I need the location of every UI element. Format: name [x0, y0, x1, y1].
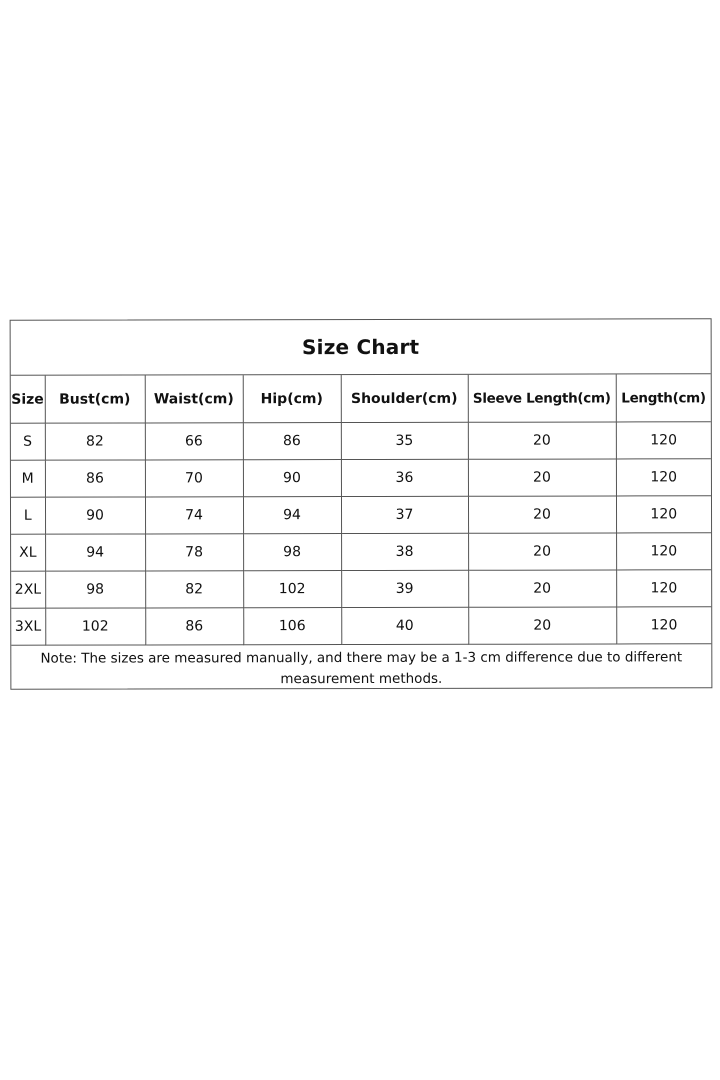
- cell-shoulder: 35: [341, 422, 468, 459]
- header-sleeve-length: Sleeve Length(cm): [468, 374, 616, 422]
- cell-sleeve-length: 20: [468, 533, 616, 570]
- cell-shoulder: 36: [341, 459, 468, 496]
- cell-hip: 86: [243, 423, 341, 460]
- cell-hip: 106: [243, 608, 341, 645]
- cell-shoulder: 40: [341, 607, 468, 644]
- cell-waist: 86: [145, 608, 243, 645]
- size-chart: [10, 318, 713, 689]
- cell-size: XL: [11, 534, 45, 571]
- cell-hip: 94: [243, 497, 341, 534]
- cell-hip: 98: [243, 534, 341, 571]
- cell-size: 3XL: [11, 608, 45, 645]
- table-row: [11, 533, 711, 571]
- cell-length: 120: [616, 496, 711, 533]
- table-row: [11, 422, 711, 460]
- cell-sleeve-length: 20: [468, 607, 616, 644]
- cell-length: 120: [616, 459, 711, 496]
- chart-title: Size Chart: [302, 334, 420, 360]
- table-row: [11, 459, 711, 497]
- cell-sleeve-length: 20: [468, 459, 616, 496]
- cell-size: M: [11, 460, 45, 497]
- table-row: [11, 607, 711, 645]
- cell-sleeve-length: 20: [468, 422, 616, 459]
- cell-bust: 94: [45, 534, 145, 571]
- cell-size: 2XL: [11, 571, 45, 608]
- cell-waist: 78: [145, 534, 243, 571]
- cell-bust: 86: [45, 460, 145, 497]
- cell-waist: 74: [145, 497, 243, 534]
- cell-shoulder: 38: [341, 533, 468, 570]
- cell-waist: 66: [145, 423, 243, 460]
- cell-shoulder: 39: [341, 570, 468, 607]
- header-length: Length(cm): [616, 374, 711, 422]
- header-shoulder: Shoulder(cm): [341, 375, 468, 423]
- cell-sleeve-length: 20: [468, 496, 616, 533]
- cell-bust: 102: [45, 608, 145, 645]
- cell-shoulder: 37: [341, 496, 468, 533]
- header-size: Size: [11, 376, 45, 424]
- header-row: [11, 374, 711, 423]
- header-bust: Bust(cm): [45, 375, 145, 423]
- cell-bust: 90: [45, 497, 145, 534]
- cell-size: L: [11, 497, 45, 534]
- cell-bust: 82: [45, 423, 145, 460]
- cell-hip: 102: [243, 571, 341, 608]
- size-table: [11, 374, 712, 645]
- table-row: [11, 496, 711, 534]
- title-row: [11, 319, 711, 375]
- header-waist: Waist(cm): [145, 375, 243, 423]
- cell-length: 120: [616, 607, 711, 644]
- cell-length: 120: [616, 422, 711, 459]
- cell-length: 120: [616, 570, 711, 607]
- cell-bust: 98: [45, 571, 145, 608]
- table-row: [11, 570, 711, 608]
- measurement-note: Note: The sizes are measured manually, and there may be a 1-3 cm difference due to different measurement methods.: [40, 648, 683, 687]
- cell-hip: 90: [243, 460, 341, 497]
- cell-waist: 70: [145, 460, 243, 497]
- cell-sleeve-length: 20: [468, 570, 616, 607]
- header-hip: Hip(cm): [243, 375, 341, 423]
- cell-waist: 82: [145, 571, 243, 608]
- cell-size: S: [11, 423, 45, 460]
- cell-length: 120: [616, 533, 711, 570]
